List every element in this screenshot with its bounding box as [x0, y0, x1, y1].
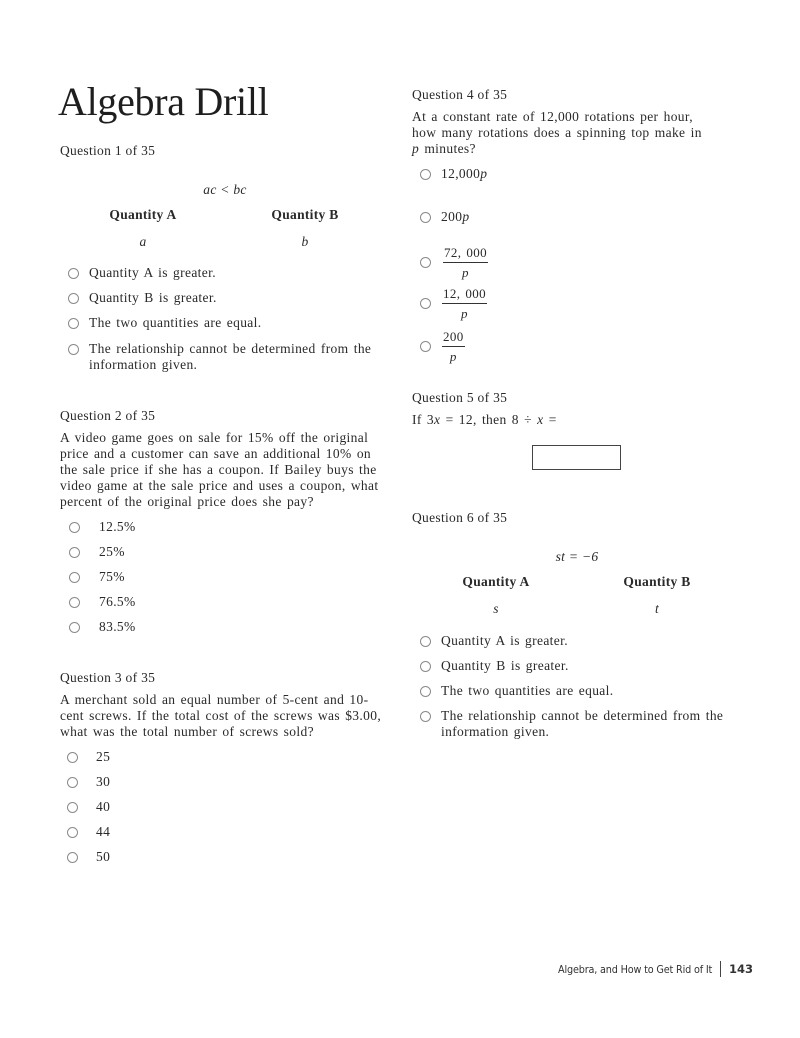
radio-button[interactable]: [420, 298, 431, 309]
question-3-option-b[interactable]: 30: [67, 774, 110, 790]
question-6-option-b[interactable]: Quantity B is greater.: [420, 658, 569, 674]
question-2-option-c[interactable]: 75%: [69, 569, 125, 585]
page-title: Algebra Drill: [58, 79, 269, 124]
question-3-text: A merchant sold an equal number of 5-cent and 10- cent screws. If the total cost of the screws was $3.00, what was the total number of screws sold?: [60, 692, 382, 739]
page-footer: [0, 961, 753, 977]
question-3: [60, 670, 385, 740]
page-number: 143: [728, 962, 753, 976]
radio-button[interactable]: [69, 622, 80, 633]
question-4-option-e[interactable]: [420, 329, 465, 364]
question-4-text: At a constant rate of 12,000 rotations per hour, how many rotations does a spinning top make in p minutes?: [412, 109, 702, 156]
question-1-option-b[interactable]: Quantity B is greater.: [68, 290, 217, 306]
radio-button[interactable]: [420, 661, 431, 672]
question-4: [412, 87, 742, 157]
question-2-option-a[interactable]: 12.5%: [69, 519, 136, 535]
question-6-quantity-a-header: Quantity A: [462, 574, 530, 589]
question-1-option-a[interactable]: Quantity A is greater.: [68, 265, 216, 281]
radio-button[interactable]: [68, 318, 79, 329]
footer-divider: [720, 961, 721, 977]
radio-button[interactable]: [420, 341, 431, 352]
question-5: [412, 390, 742, 428]
radio-button[interactable]: [420, 686, 431, 697]
question-1-quantity-b-header: Quantity B: [271, 207, 339, 222]
question-4-option-a[interactable]: 12,000p: [420, 166, 487, 182]
question-4-option-b[interactable]: 200p: [420, 209, 469, 225]
radio-button[interactable]: [420, 169, 431, 180]
question-4-label: Question 4 of 35: [412, 87, 508, 102]
question-2: [60, 408, 385, 510]
question-1-option-d[interactable]: The relationship cannot be determined from the information given.: [68, 341, 371, 373]
radio-button[interactable]: [69, 597, 80, 608]
radio-button[interactable]: [68, 344, 79, 355]
fraction: $\frac{12, 000}{p}$: [443, 286, 486, 321]
question-6-option-c[interactable]: The two quantities are equal.: [420, 683, 613, 699]
question-5-label: Question 5 of 35: [412, 390, 508, 405]
question-1-condition: ac < bc: [203, 182, 247, 197]
radio-button[interactable]: [420, 636, 431, 647]
question-6-condition: st = −6: [555, 549, 599, 564]
question-1-quantity-b: b: [301, 234, 309, 249]
question-6-label: Question 6 of 35: [412, 510, 508, 525]
question-2-option-d[interactable]: 76.5%: [69, 594, 136, 610]
radio-button[interactable]: [69, 547, 80, 558]
question-1-option-c[interactable]: The two quantities are equal.: [68, 315, 261, 331]
question-6-option-a[interactable]: Quantity A is greater.: [420, 633, 568, 649]
radio-button[interactable]: [67, 752, 78, 763]
question-5-text: If 3x = 12, then 8 ÷ x =: [412, 412, 557, 427]
question-3-option-c[interactable]: 40: [67, 799, 110, 815]
question-4-option-c[interactable]: [420, 245, 488, 280]
question-2-option-e[interactable]: 83.5%: [69, 619, 136, 635]
radio-button[interactable]: [420, 212, 431, 223]
question-6-quantity-b: t: [654, 601, 660, 616]
radio-button[interactable]: [67, 852, 78, 863]
radio-button[interactable]: [67, 777, 78, 788]
question-6-option-d[interactable]: The relationship cannot be determined from the information given.: [420, 708, 723, 740]
question-3-option-e[interactable]: 50: [67, 849, 110, 865]
radio-button[interactable]: [420, 711, 431, 722]
question-1-quantity-a: a: [139, 234, 147, 249]
radio-button[interactable]: [69, 572, 80, 583]
radio-button[interactable]: [69, 522, 80, 533]
question-3-option-d[interactable]: 44: [67, 824, 110, 840]
question-3-option-a[interactable]: 25: [67, 749, 110, 765]
fraction: $\frac{200}{p}$: [443, 329, 464, 364]
radio-button[interactable]: [67, 827, 78, 838]
question-4-option-d[interactable]: [420, 286, 487, 321]
question-3-label: Question 3 of 35: [60, 670, 156, 685]
radio-button[interactable]: [67, 802, 78, 813]
question-6-quantity-b-header: Quantity B: [623, 574, 691, 589]
question-1-label: Question 1 of 35: [60, 143, 156, 158]
fraction: $\frac{72, 000}{p}$: [444, 245, 487, 280]
question-1-quantity-a-header: Quantity A: [109, 207, 177, 222]
question-2-label: Question 2 of 35: [60, 408, 156, 423]
radio-button[interactable]: [420, 257, 431, 268]
answer-input-box[interactable]: [532, 445, 621, 470]
radio-button[interactable]: [68, 293, 79, 304]
question-2-option-b[interactable]: 25%: [69, 544, 125, 560]
chapter-title: Algebra, and How to Get Rid of It: [557, 962, 712, 976]
question-2-text: A video game goes on sale for 15% off the original price and a customer can save an additional 10% on the sale price if she has a coupon. If Bailey buys the video game at the sale price and uses a coupon, what percent of the original price does she pay?: [60, 430, 379, 509]
question-6-quantity-a: s: [493, 601, 499, 616]
radio-button[interactable]: [68, 268, 79, 279]
